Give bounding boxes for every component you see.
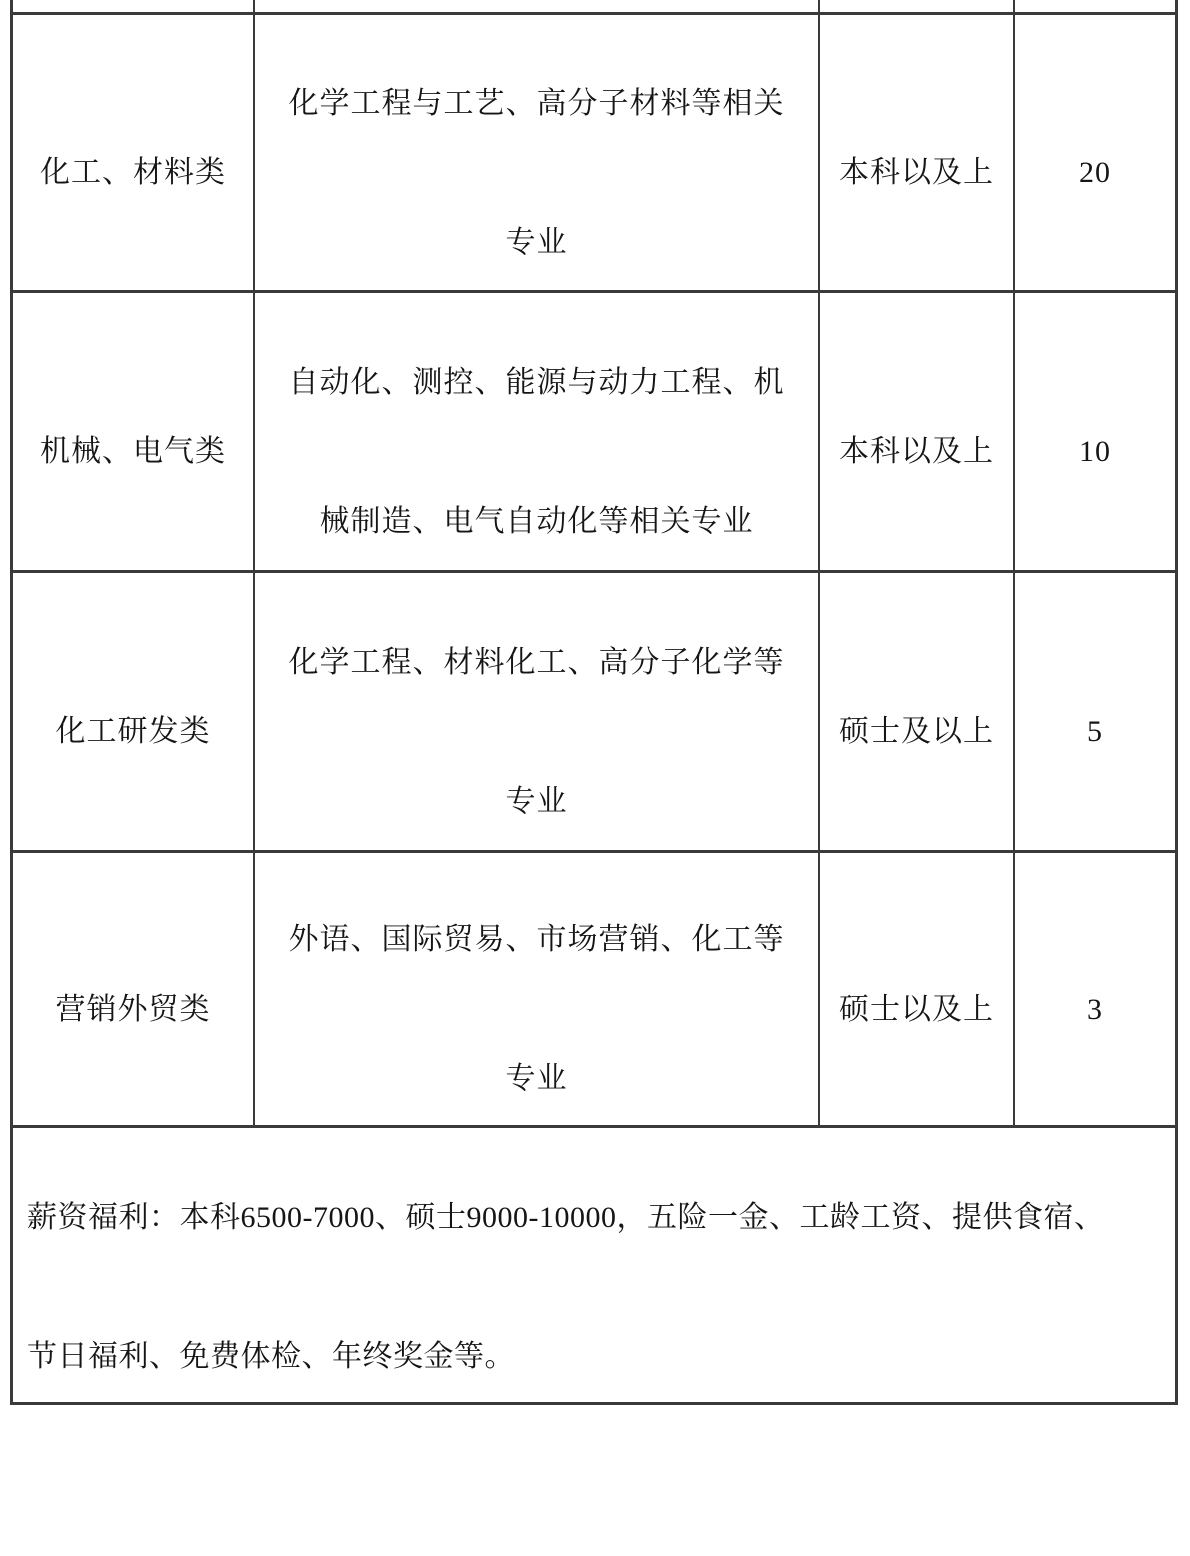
- majors-text: [289, 593, 785, 851]
- count-text: 3: [1087, 992, 1103, 1026]
- cell-count: [1015, 15, 1175, 290]
- cell-education: [820, 293, 1015, 570]
- category-text: 化工研发类: [55, 715, 211, 748]
- majors-text: [289, 313, 785, 571]
- majors-line: 自动化、测控、能源与动力工程、机: [288, 365, 785, 399]
- education-text: 硕士及以上: [839, 715, 994, 748]
- category-text: 化工、材料类: [40, 156, 226, 189]
- cell-benefits: [13, 1128, 1175, 1405]
- clipped-cell: [255, 0, 820, 12]
- clipped-cell: [820, 0, 1015, 12]
- education-text: 硕士以及上: [839, 992, 994, 1026]
- cell-education: [820, 15, 1015, 290]
- cell-majors: [255, 293, 820, 570]
- cell-majors: [255, 573, 820, 850]
- majors-text: [289, 870, 785, 1125]
- cell-category: [13, 853, 255, 1125]
- count-text: 5: [1087, 715, 1103, 748]
- clipped-cell: [13, 0, 255, 12]
- majors-line: 专业: [505, 1062, 568, 1095]
- recruitment-table: [10, 0, 1178, 1405]
- majors-line: 化学工程、材料化工、高分子化学等: [288, 645, 785, 679]
- table-row: [13, 12, 1175, 290]
- benefits-line: 节日福利、免费体检、年终奖金等。: [27, 1339, 515, 1373]
- category-text: 机械、电气类: [40, 435, 226, 468]
- majors-text: [289, 34, 785, 291]
- cell-count: [1015, 853, 1175, 1125]
- majors-line: 外语、国际贸易、市场营销、化工等: [288, 923, 785, 956]
- table-footer-row: [13, 1125, 1175, 1405]
- cell-majors: [255, 15, 820, 290]
- benefits-line: 薪资福利：本科6500-7000、硕士9000-10000，五险一金、工龄工资、提供食宿、: [27, 1200, 1105, 1234]
- count-text: 20: [1079, 156, 1111, 189]
- majors-line: 化学工程与工艺、高分子材料等相关: [288, 86, 785, 120]
- table-row-clipped-header: [13, 0, 1175, 12]
- cell-category: [13, 293, 255, 570]
- cell-education: [820, 573, 1015, 850]
- education-text: 本科以及上: [839, 435, 994, 468]
- cell-education: [820, 853, 1015, 1125]
- table-row: [13, 290, 1175, 570]
- cell-count: [1015, 573, 1175, 850]
- majors-line: 专业: [505, 784, 568, 818]
- benefits-text: [27, 1148, 1104, 1406]
- count-text: 10: [1079, 435, 1111, 468]
- cell-count: [1015, 293, 1175, 570]
- table-row: [13, 850, 1175, 1125]
- clipped-cell: [1015, 0, 1175, 12]
- majors-line: 械制造、电气自动化等相关专业: [319, 504, 754, 538]
- cell-category: [13, 573, 255, 850]
- education-text: 本科以及上: [839, 156, 994, 189]
- majors-line: 专业: [505, 225, 568, 259]
- cell-majors: [255, 853, 820, 1125]
- table-row: [13, 570, 1175, 850]
- category-text: 营销外贸类: [55, 992, 211, 1026]
- cell-category: [13, 15, 255, 290]
